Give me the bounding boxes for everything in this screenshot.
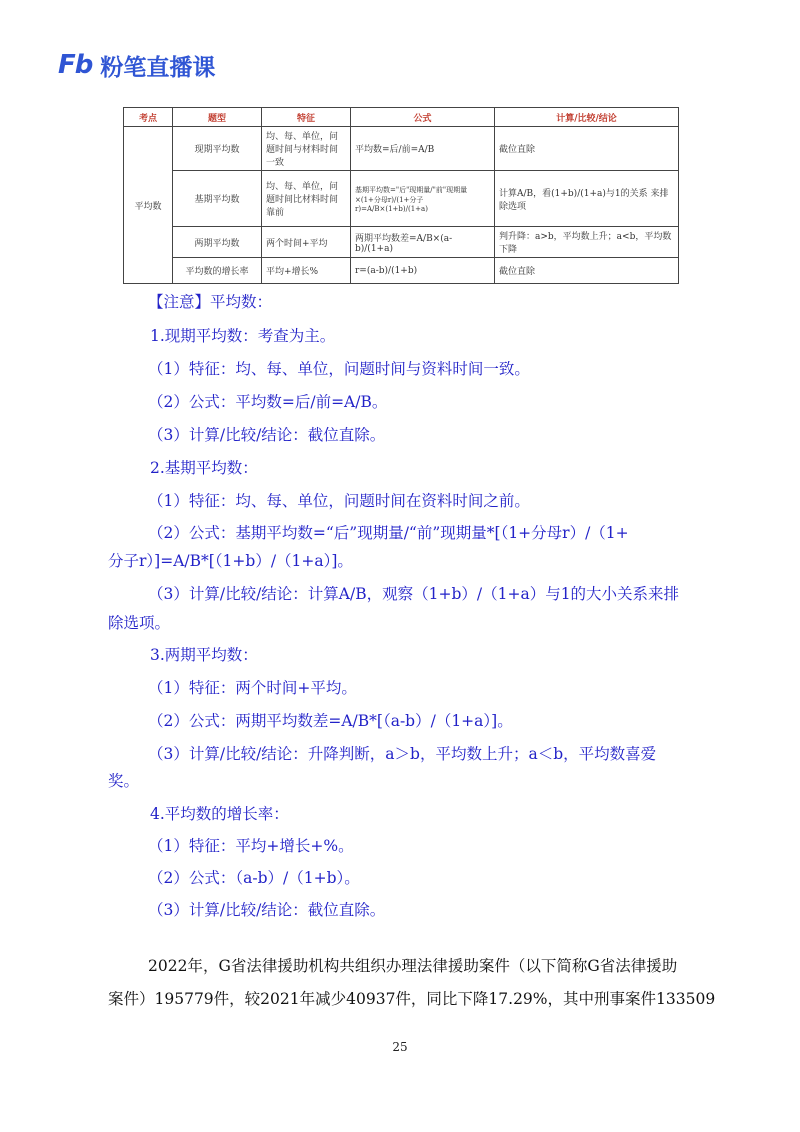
formula-cell: 两期平均数差=A/B×(a-b)/(1+a) [351, 227, 495, 258]
note-line: （1）特征：均、每、单位，问题时间与资料时间一致。 [148, 360, 530, 378]
brand-logo [58, 48, 215, 82]
feature-cell: 均、每、单位，问题时间比材料时间靠前 [262, 171, 351, 227]
note-line: （3）计算/比较/结论：截位直除。 [148, 426, 386, 444]
header-cell: 考点 [124, 108, 173, 127]
note-line: （3）计算/比较/结论：截位直除。 [148, 901, 386, 919]
calc-cell: 截位直除 [495, 127, 679, 171]
note-line: （2）公式：基期平均数=“后”现期量/“前”现期量*[（1+分母r）/（1+ [148, 524, 629, 542]
type-cell: 现期平均数 [173, 127, 262, 171]
header-cell: 题型 [173, 108, 262, 127]
formula-cell: 平均数=后/前=A/B [351, 127, 495, 171]
feature-cell: 两个时间+平均 [262, 227, 351, 258]
page-number: 25 [392, 1040, 408, 1054]
summary-table [123, 107, 679, 284]
paragraph-line: 2022年，G省法律援助机构共组织办理法律援助案件（以下简称G省法律援助 [148, 957, 678, 975]
note-line: （3）计算/比较/结论：计算A/B，观察（1+b）/（1+a）与1的大小关系来排 [148, 585, 680, 603]
header-cell: 计算/比较/结论 [495, 108, 679, 127]
paragraph-line: 案件）195779件，较2021年减少40937件，同比下降17.29%，其中刑事案件133509 [108, 990, 716, 1008]
header-cell: 公式 [351, 108, 495, 127]
note-line: 2.基期平均数： [150, 459, 258, 477]
type-cell: 平均数的增长率 [173, 258, 262, 284]
logo-mark: Fb [58, 50, 93, 80]
note-line: 4.平均数的增长率： [150, 805, 289, 823]
feature-cell: 均、每、单位，问题时间与材料时间一致 [262, 127, 351, 171]
note-line: （3）计算/比较/结论：升降判断，a＞b，平均数上升；a＜b，平均数喜爱 [148, 745, 657, 763]
note-line: （1）特征：两个时间+平均。 [148, 679, 357, 697]
calc-cell: 截位直除 [495, 258, 679, 284]
calc-cell: 判升降：a>b，平均数上升；a<b，平均数下降 [495, 227, 679, 258]
note-line: （1）特征：均、每、单位，问题时间在资料时间之前。 [148, 492, 530, 510]
table-header-row [124, 108, 679, 127]
table-row [124, 227, 679, 258]
type-cell: 两期平均数 [173, 227, 262, 258]
note-line: 3.两期平均数： [150, 646, 258, 664]
table-row [124, 171, 679, 227]
formula-cell: 基期平均数="后"现期量/"前"现期量×(1+分母r)/(1+分子r)=A/B×(1+b)/(1+a) [351, 171, 495, 227]
topic-cell: 平均数 [124, 127, 173, 284]
table-row [124, 127, 679, 171]
note-line: 分子r）]=A/B*[（1+b）/（1+a）]。 [108, 552, 353, 570]
note-line: （1）特征：平均+增长+%。 [148, 837, 354, 855]
note-line: 除选项。 [108, 614, 171, 632]
note-line: （2）公式：（a-b）/（1+b）。 [148, 869, 360, 887]
feature-cell: 平均+增长% [262, 258, 351, 284]
note-line: （2）公式：两期平均数差=A/B*[（a-b）/（1+a）]。 [148, 712, 513, 730]
note-line: （2）公式：平均数=后/前=A/B。 [148, 393, 388, 411]
note-line: 奖。 [108, 772, 140, 790]
type-cell: 基期平均数 [173, 171, 262, 227]
formula-cell: r=(a-b)/(1+b) [351, 258, 495, 284]
notes-title: 【注意】平均数： [148, 293, 273, 311]
table-row [124, 258, 679, 284]
header-cell: 特征 [262, 108, 351, 127]
logo-text: 粉笔直播课 [100, 54, 216, 81]
calc-cell: 计算A/B，看(1+b)/(1+a)与1的关系 来排除选项 [495, 171, 679, 227]
note-line: 1.现期平均数：考查为主。 [150, 327, 336, 345]
